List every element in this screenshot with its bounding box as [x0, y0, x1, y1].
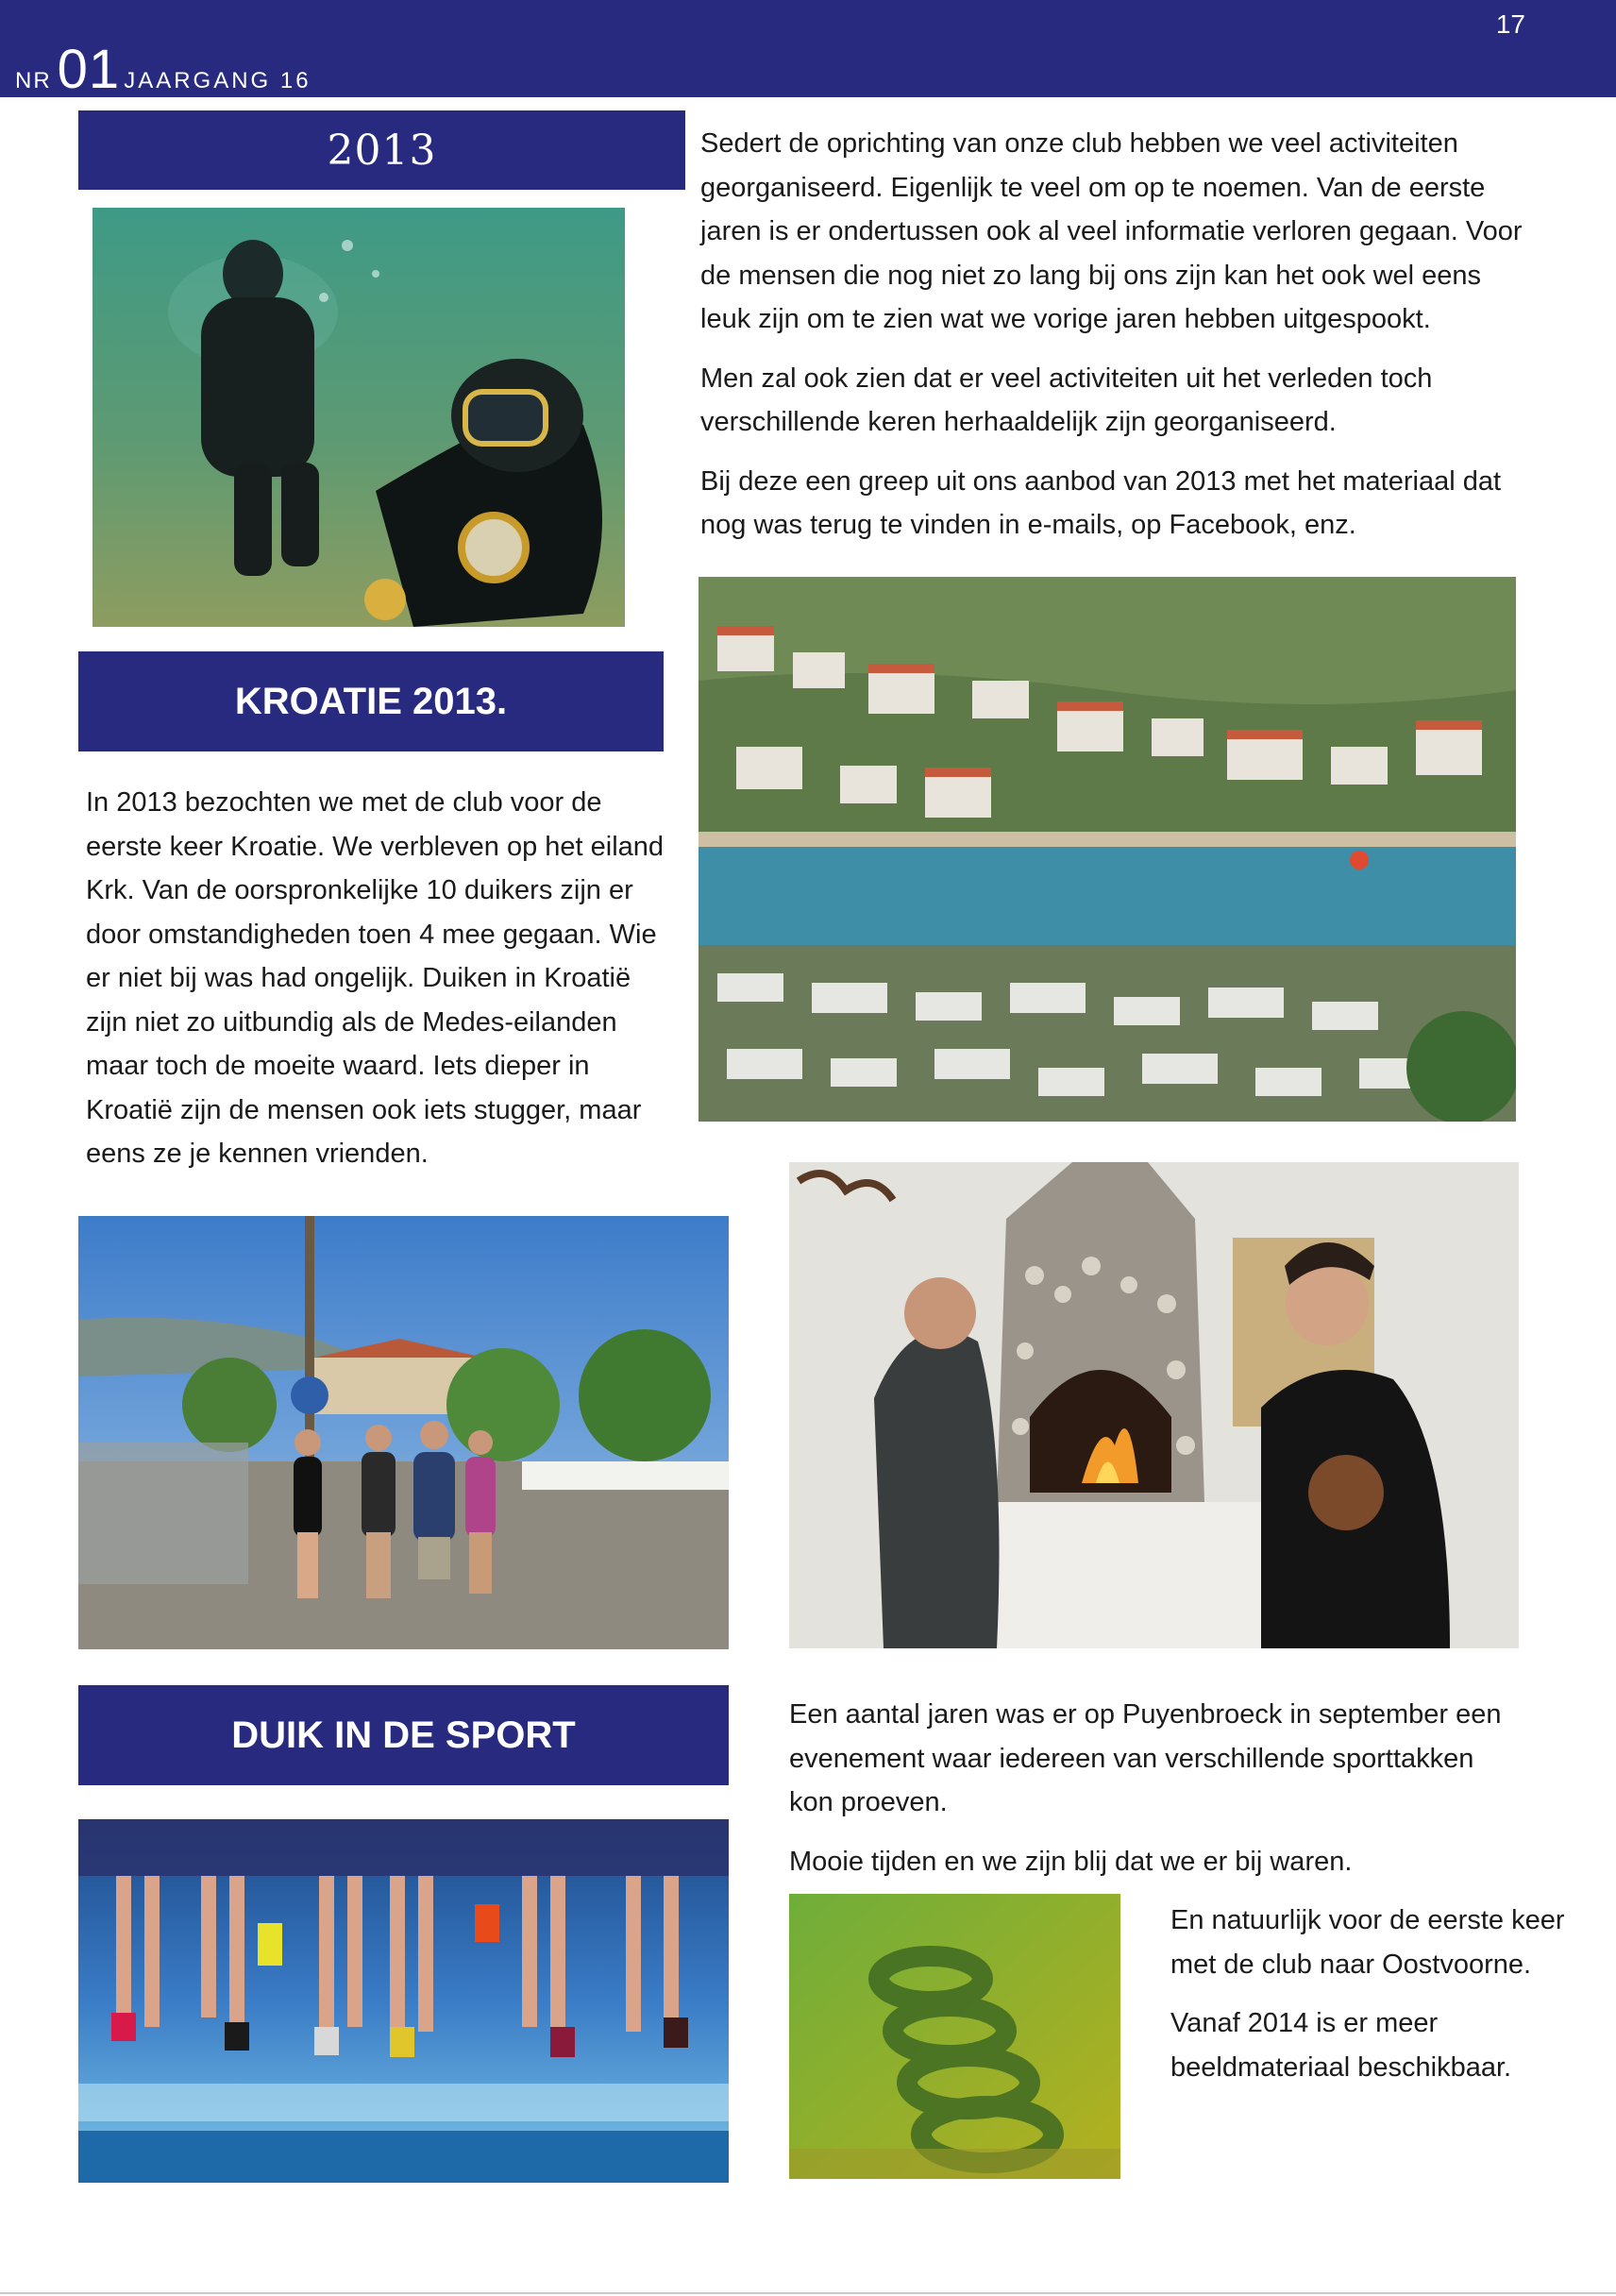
volume-label: JAARGANG 16 — [124, 68, 311, 93]
sport-paragraph: Mooie tijden en we zijn blij dat we er bij waren. — [789, 1846, 1353, 1877]
pizza-oven-photo — [789, 1162, 1519, 1648]
underwater-divers-photo — [93, 208, 625, 627]
header-bar — [0, 0, 1616, 100]
intro-text — [700, 122, 1531, 563]
section-title-2013 — [78, 110, 685, 190]
page-number: 17 — [1495, 9, 1525, 39]
section-title-duik-in-de-sport — [78, 1685, 729, 1785]
kroatie-paragraph: In 2013 bezochten we met de club voor de eerste keer Kroatie. We verbleven op het eiland Krk. Van de oorspronkelijke 10 duikers zijn er door omstandigheden toen 4 mee gegaan. Wie er niet bij was had ongelijk. Duiken in Kroatië zijn niet zo uitbundig als de Medes-eilanden maar toch de moeite waard. Iets dieper in Kroatië zijn de mensen ook iets stugger, maar eens ze je kennen vrienden. — [86, 787, 665, 1169]
street-group-photo — [78, 1216, 729, 1649]
section-title-text: 2013 — [327, 126, 437, 175]
side-paragraph: En natuurlijk voor de eerste keer met de club naar Oostvoorne. — [1170, 1905, 1565, 1980]
oostvoorne-text — [1170, 1899, 1567, 2104]
intro-paragraph: Men zal ook zien dat er veel activiteiten uit het verleden toch verschillende keren herhaaldelijk zijn georganiseerd. — [700, 363, 1433, 437]
side-paragraph: Vanaf 2014 is er meer beeldmateriaal beschikbaar. — [1170, 2008, 1512, 2083]
kroatie-text — [86, 781, 671, 1191]
issue-number: 01 — [57, 39, 121, 100]
sport-paragraph: Een aantal jaren was er op Puyenbroeck in september een evenement waar iedereen van verschillende sporttakken kon proeven. — [789, 1699, 1502, 1817]
section-title-text: DUIK IN DE SPORT — [231, 1714, 576, 1756]
sport-text — [789, 1693, 1525, 1899]
issue-label — [15, 38, 311, 101]
underwater-tyres-photo — [789, 1894, 1120, 2179]
section-title-text: KROATIE 2013. — [234, 680, 508, 722]
intro-paragraph: Sedert de oprichting van onze club hebben we veel activiteiten georganiseerd. Eigenlijk te veel om op te noemen. Van de eerste jaren is er ondertussen ook al veel informatie verloren gegaan. Voor de mensen die nog niet zo lang bij ons zijn kan het ook wel eens leuk zijn om te zien wat we vorige jaren hebben uitgespookt. — [700, 128, 1523, 334]
section-title-kroatie — [78, 651, 664, 751]
intro-paragraph: Bij deze een greep uit ons aanbod van 2013 met het materiaal dat nog was terug te vinden in e-mails, op Facebook, enz. — [700, 465, 1502, 540]
issue-prefix: NR — [15, 68, 52, 93]
footer-divider — [0, 2292, 1616, 2294]
krk-bay-photo — [699, 577, 1516, 1122]
pool-swimmers-photo — [78, 1819, 729, 2183]
